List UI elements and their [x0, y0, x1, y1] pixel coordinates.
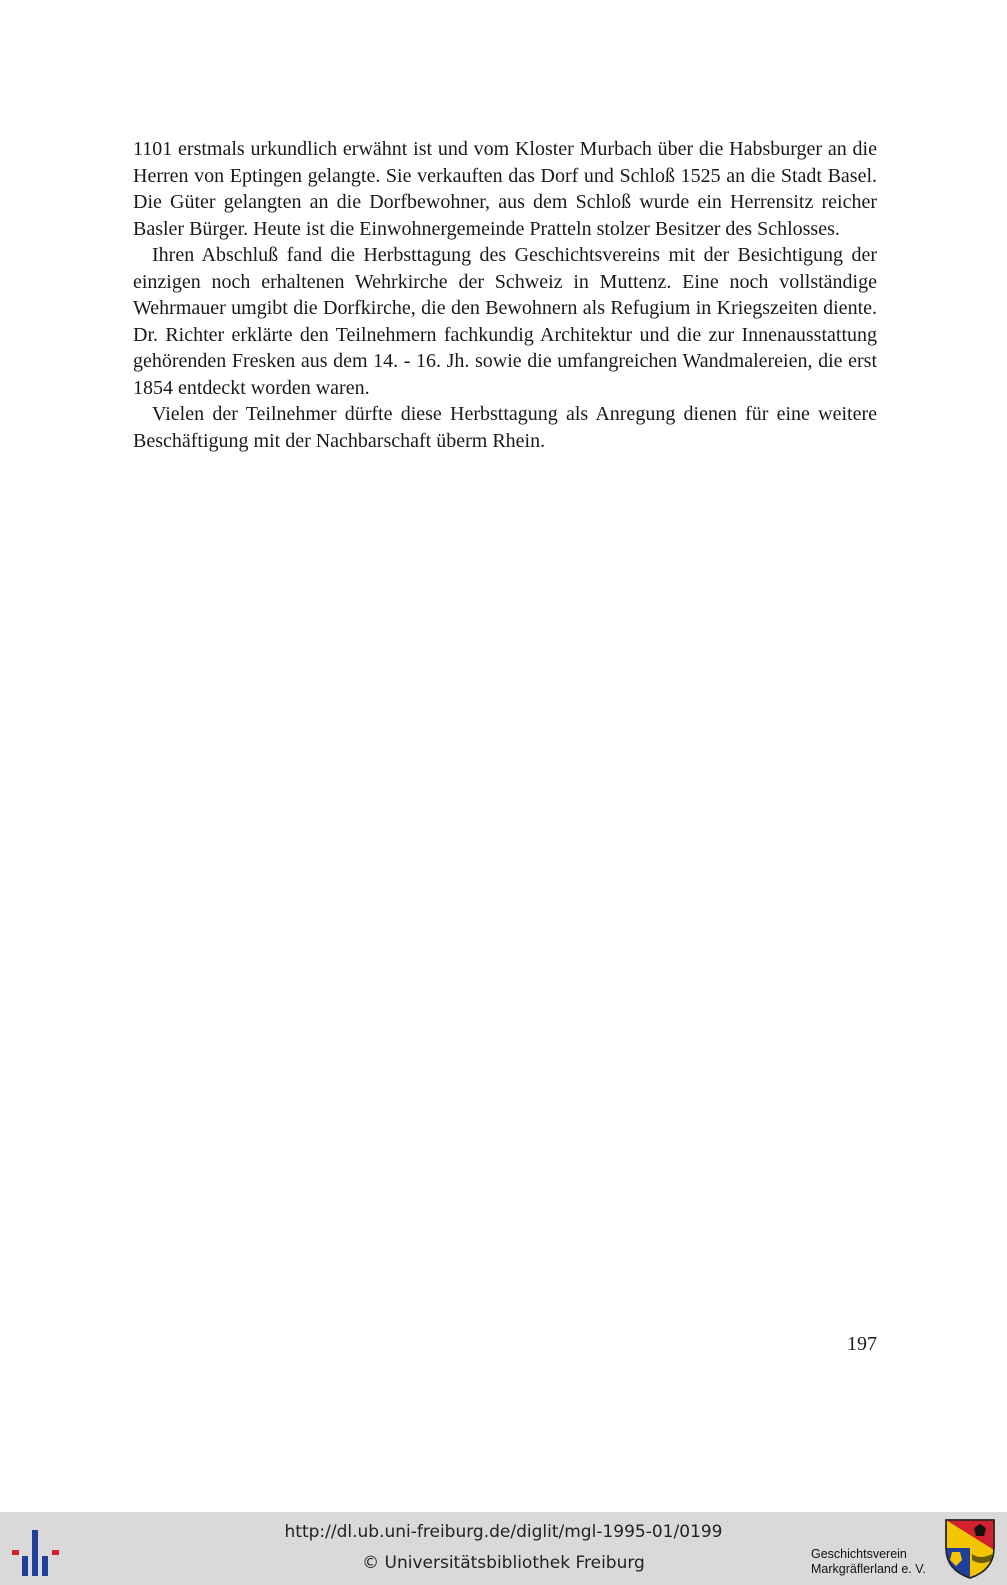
society-name — [811, 1547, 936, 1577]
paragraph-1: 1101 erstmals urkundlich erwähnt ist und vom Kloster Murbach über die Habsburger an die Herren von Eptingen gelangte. Sie verkauften das Dorf und Schloß 1525 an die Stadt Basel. Die Güter gelangten an die Dorfbewohner, aus dem Schloß wurde ein Herrensitz reicher Basler Bürger. Heute ist die Einwohnergemeinde Pratteln stolzer Besitzer des Schlosses. — [133, 138, 877, 240]
page-body — [133, 136, 877, 454]
paragraph-3: Vielen der Teilnehmer dürfte diese Herbsttagung als Anregung dienen für eine weitere Beschäftigung mit der Nachbarschaft überm Rhein. — [133, 403, 877, 452]
society-name-line2: Markgräflerland e. V. — [811, 1562, 926, 1576]
paragraph-2: Ihren Abschluß fand die Herbsttagung des Geschichtsvereins mit der Besichtigung der einzigen noch erhaltenen Wehrkirche der Schweiz in Muttenz. Eine noch vollständige Wehrmauer umgibt die Dorfkirche, die den Bewohnern als Refugium in Kriegszeiten diente. Dr. Richter erklärte den Teilnehmern fachkundig Architektur und die zur Innenausstattung gehörenden Fresken aus dem 14. - 16. Jh. sowie die umfangreichen Wandmalereien, die erst 1854 entdeckt worden waren. — [133, 244, 877, 399]
footer-url-link[interactable]: http://dl.ub.uni-freiburg.de/diglit/mgl-1995-01/0199 — [284, 1522, 723, 1542]
coat-of-arms-icon — [944, 1518, 996, 1580]
page-number: 197 — [847, 1333, 877, 1355]
society-name-line1: Geschichtsverein — [811, 1547, 907, 1561]
footer-copyright: © Universitätsbibliothek Freiburg — [362, 1553, 645, 1573]
footer-bar — [0, 1512, 1007, 1585]
